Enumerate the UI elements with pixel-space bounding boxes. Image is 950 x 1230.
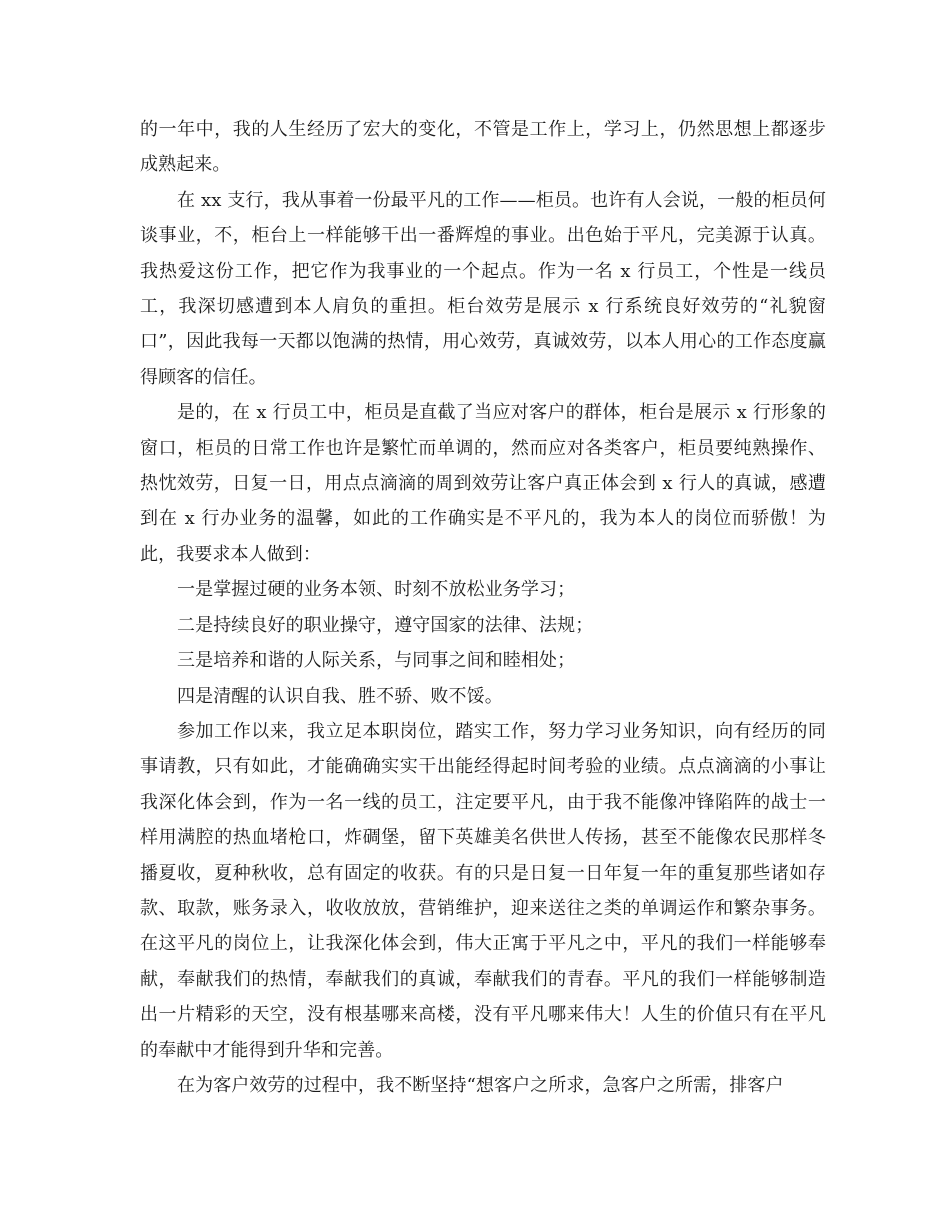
paragraph-customer-service: 在为客户效劳的过程中，我不断坚持“想客户之所求，急客户之所需，排客户 (177, 1074, 784, 1096)
list-item-third: 三是培养和谐的人际关系，与同事之间和睦相处； (177, 650, 576, 672)
paragraph-continuation: 的一年中，我的人生经历了宏大的变化，不管是工作上，学习上，仍然思想上都逐步成熟起来。 (140, 119, 826, 176)
list-item-second: 二是持续良好的职业操守，遵守国家的法律、法规； (177, 614, 594, 636)
list-item-first: 一是掌握过硬的业务本领、时刻不放松业务学习； (177, 579, 576, 601)
list-item-fourth: 四是清醒的认识自我、胜不骄、败不馁。 (177, 685, 503, 707)
paragraph-work-experience: 参加工作以来，我立足本职岗位，踏实工作，努力学习业务知识，向有经历的同事请教，只有如此，才能确确实实干出能经得起时间考验的业绩。点点滴滴的小事让我深化体会到，作为一名一线的员工，注定要平凡，由于我不能像冲锋陷阵的战士一样用满腔的热血堵枪口，炸碉堡，留下英雄美名供世人传扬，甚至不能像农民那样冬播夏收，夏种秋收，总有固定的收获。有的只是日复一日年复一年的重复那些诸如存款、取款，账务录入，收收放放，营销维护，迎来送往之类的单调运作和繁杂事务。在这平凡的岗位上，让我深化体会到，伟大正寓于平凡之中，平凡的我们一样能够奉献，奉献我们的热情，奉献我们的真诚，奉献我们的青春。平凡的我们一样能够制造出一片精彩的天空，没有根基哪来高楼，没有平凡哪来伟大！人生的价值只有在平凡的奉献中才能得到升华和完善。 (140, 720, 826, 1061)
paragraph-counter-clerk-role: 是的，在 x 行员工中，柜员是直截了当应对客户的群体，柜台是展示 x 行形象的窗口，柜员的日常工作也许是繁忙而单调的，然而应对各类客户，柜员要纯熟操作、热忱效劳，日复一日，用点点滴滴的周到效劳让客户真正体会到 x 行人的真诚，感遭到在 x 行办业务的温馨，如此的工作确实是不平凡的，我为本人的岗位而骄傲！为此，我要求本人做到： (140, 402, 826, 565)
document-page (140, 112, 826, 1103)
paragraph-counter-clerk-intro: 在 xx 支行，我从事着一份最平凡的工作——柜员。也许有人会说，一般的柜员何谈事业，不，柜台上一样能够干出一番辉煌的事业。出色始于平凡，完美源于认真。我热爱这份工作，把它作为我事业的一个起点。作为一名 x 行员工，个性是一线员工，我深切感遭到本人肩负的重担。柜台效劳是展示 x 行系统良好效劳的“礼貌窗口”，因此我每一天都以饱满的热情，用心效劳，真诚效劳，以本人用心的工作态度赢得顾客的信任。 (140, 189, 826, 388)
